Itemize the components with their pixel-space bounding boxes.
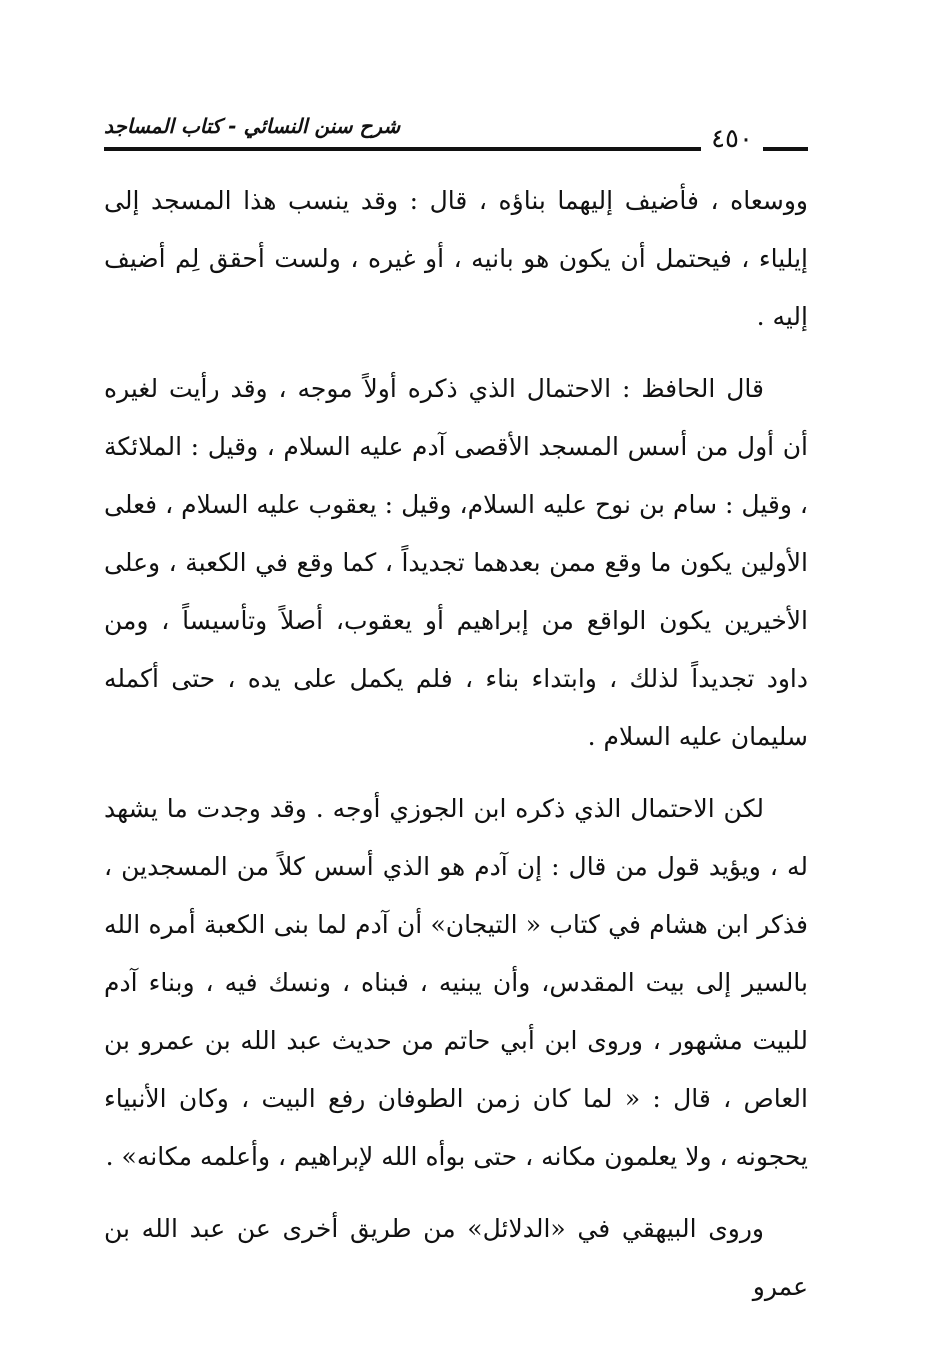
running-title: شرح سنن النسائي - كتاب المساجد <box>104 114 401 138</box>
page-body <box>104 172 808 1316</box>
page-header <box>104 108 808 158</box>
paragraph-4: وروى البيهقي في «الدلائل» من طريق أخرى عن عبد الله بن عمرو <box>104 1214 808 1301</box>
paragraph-1: ووسعاه ، فأضيف إليهما بناؤه ، قال : وقد ينسب هذا المسجد إلى إيلياء ، فيحتمل أن يكون هو بانيه ، أو غيره ، ولست أحقق لِم أضيف إليه . <box>104 186 808 331</box>
page-number: ٤٥٠ <box>701 126 763 152</box>
paragraph-3: لكن الاحتمال الذي ذكره ابن الجوزي أوجه . وقد وجدت ما يشهد له ، ويؤيد قول من قال : إن آدم هو الذي أسس كلاً من المسجدين ، فذكر ابن هشام في كتاب « التيجان» أن آدم لما بنى الكعبة أمره الله بالسير إلى بيت المقدس، وأن يبنيه ، فبناه ، ونسك فيه ، وبناء آدم للبيت مشهور ، وروى ابن أبي حاتم من حديث عبد الله بن عمرو بن العاص ، قال : « لما كان زمن الطوفان رفع البيت ، وكان الأنبياء يحجونه ، ولا يعلمون مكانه ، حتى بوأه الله لإبراهيم ، وأعلمه مكانه» . <box>104 794 808 1171</box>
paragraph-2: قال الحافظ : الاحتمال الذي ذكره أولاً موجه ، وقد رأيت لغيره أن أول من أسس المسجد الأقصى آدم عليه السلام ، وقيل : الملائكة ، وقيل : سام بن نوح عليه السلام، وقيل : يعقوب عليه السلام ، فعلى الأولين يكون ما وقع ممن بعدهما تجديداً ، كما وقع في الكعبة ، وعلى الأخيرين يكون الواقع من إبراهيم أو يعقوب، أصلاً وتأسيساً ، ومن داود تجديداً لذلك ، وابتداء بناء ، فلم يكمل على يده ، حتى أكمله سليمان عليه السلام . <box>104 374 808 751</box>
